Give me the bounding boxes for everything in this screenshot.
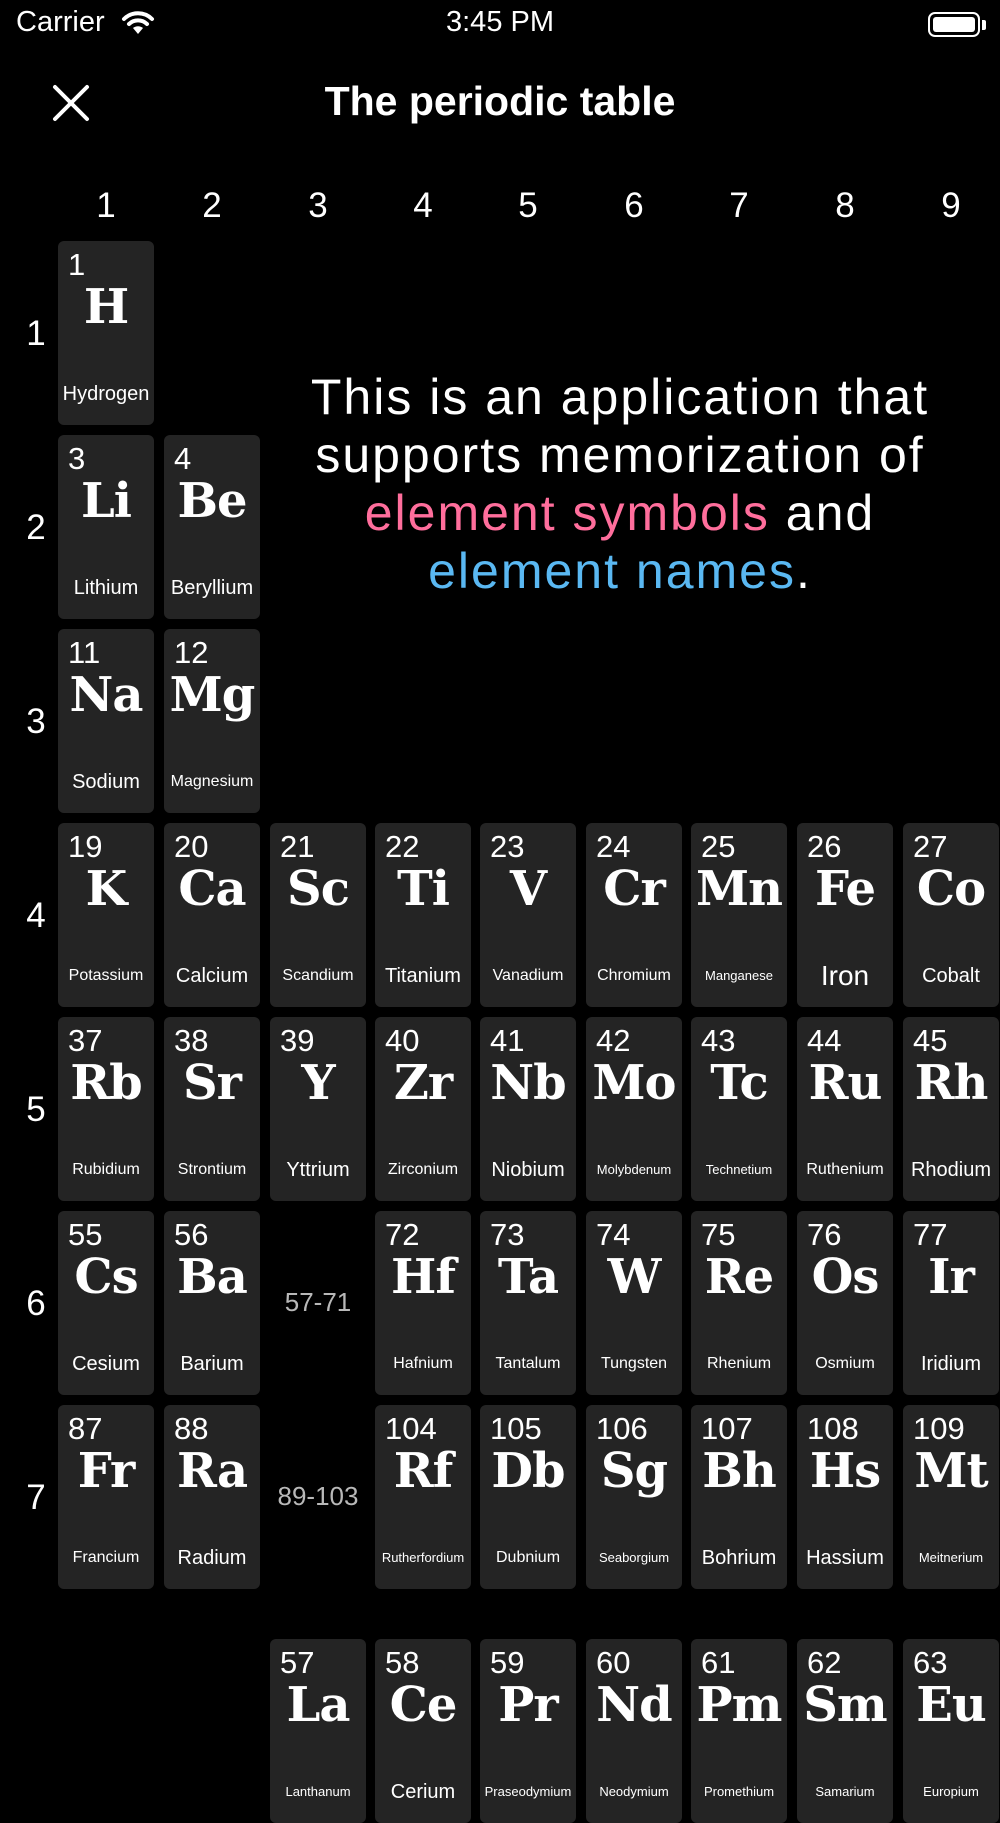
element-symbol: Co <box>916 861 986 917</box>
element-name: Tantalum <box>495 1355 561 1372</box>
atomic-number: 27 <box>913 829 948 864</box>
element-name: Radium <box>177 1547 247 1569</box>
element-symbol: Mn <box>695 861 783 917</box>
group-header-2: 2 <box>202 186 222 225</box>
element-cell[interactable] <box>270 1639 366 1823</box>
atomic-number: 45 <box>913 1023 948 1058</box>
atomic-number: 60 <box>596 1645 631 1680</box>
period-header-1: 1 <box>26 314 46 353</box>
element-symbol: Hf <box>391 1249 455 1305</box>
element-name: Technetium <box>705 1162 773 1177</box>
element-name: Cesium <box>72 1353 140 1375</box>
element-cell[interactable] <box>164 823 260 1007</box>
element-symbol: Pr <box>498 1677 558 1733</box>
element-cell[interactable] <box>797 1017 893 1201</box>
lanthanide-range: 57-71 <box>284 1287 352 1317</box>
battery-tip <box>982 20 986 30</box>
element-symbol: Na <box>69 667 143 723</box>
element-cell[interactable] <box>903 1405 999 1589</box>
element-symbol: Re <box>704 1249 774 1305</box>
atomic-number: 19 <box>68 829 103 864</box>
element-cell[interactable] <box>58 1017 154 1201</box>
element-cell[interactable] <box>164 435 260 619</box>
atomic-number: 11 <box>68 635 101 670</box>
atomic-number: 61 <box>701 1645 736 1680</box>
period-header-3: 3 <box>26 702 46 741</box>
atomic-number: 25 <box>701 829 736 864</box>
element-name: Niobium <box>491 1159 565 1181</box>
element-name: Iridium <box>920 1353 981 1375</box>
group-header-9: 9 <box>941 186 961 225</box>
element-cell[interactable] <box>586 1405 682 1589</box>
element-cell[interactable] <box>480 823 576 1007</box>
period-header-6: 6 <box>26 1284 46 1323</box>
element-cell[interactable] <box>58 435 154 619</box>
atomic-number: 73 <box>490 1217 525 1252</box>
carrier-label: Carrier <box>16 6 105 38</box>
status-time: 3:45 PM <box>446 6 554 38</box>
element-cell[interactable] <box>691 1405 787 1589</box>
element-cell[interactable] <box>375 1017 471 1201</box>
element-cell[interactable] <box>480 1211 576 1395</box>
element-name: Rhodium <box>910 1159 992 1181</box>
atomic-number: 109 <box>913 1411 965 1446</box>
element-name: Cerium <box>390 1781 456 1803</box>
atomic-number: 57 <box>280 1645 315 1680</box>
element-name: Rutherfordium <box>381 1550 465 1565</box>
atomic-number: 44 <box>807 1023 842 1058</box>
atomic-number: 56 <box>174 1217 209 1252</box>
element-symbol: Mt <box>914 1443 988 1499</box>
element-symbol: Sc <box>287 861 349 917</box>
actinide-range: 89-103 <box>277 1481 359 1511</box>
atomic-number: 1 <box>68 247 86 282</box>
element-cell[interactable] <box>58 629 154 813</box>
element-symbol: Mo <box>592 1055 676 1111</box>
element-cell[interactable] <box>58 823 154 1007</box>
element-name: Meitnerium <box>918 1550 984 1565</box>
atomic-number: 20 <box>174 829 209 864</box>
element-symbol: Sg <box>600 1443 668 1499</box>
page-title: The periodic table <box>324 78 676 124</box>
element-name: Ruthenium <box>806 1161 884 1178</box>
element-name: Zirconium <box>387 1161 459 1178</box>
period-header-4: 4 <box>26 896 46 935</box>
element-name: Magnesium <box>170 773 254 790</box>
atomic-number: 108 <box>807 1411 859 1446</box>
element-symbol: Fe <box>815 861 875 917</box>
element-name: Manganese <box>705 968 773 983</box>
element-name: Hydrogen <box>62 383 150 405</box>
element-symbol: Li <box>81 473 131 529</box>
element-cell[interactable] <box>164 629 260 813</box>
element-name: Barium <box>180 1353 244 1375</box>
element-symbol: Ca <box>178 861 246 917</box>
element-name: Sodium <box>72 771 140 793</box>
element-cell[interactable] <box>375 1211 471 1395</box>
element-name: Francium <box>72 1549 140 1566</box>
atomic-number: 62 <box>807 1645 842 1680</box>
battery-icon <box>928 12 980 37</box>
element-symbol: Rh <box>914 1055 988 1111</box>
element-symbol: Fr <box>77 1443 135 1499</box>
element-cell[interactable] <box>586 823 682 1007</box>
element-cell[interactable] <box>480 1405 576 1589</box>
intro-line-4 <box>270 542 970 600</box>
atomic-number: 21 <box>280 829 315 864</box>
element-name: Iron <box>820 960 870 991</box>
element-name: Rubidium <box>72 1161 140 1178</box>
element-symbol: Db <box>491 1443 565 1499</box>
element-name: Tungsten <box>600 1355 668 1372</box>
element-cell[interactable] <box>586 1639 682 1823</box>
element-symbol: Nb <box>490 1055 566 1111</box>
element-name: Titanium <box>385 965 461 987</box>
element-name: Samarium <box>815 1784 875 1799</box>
intro-line-3 <box>270 484 970 542</box>
atomic-number: 39 <box>280 1023 315 1058</box>
atomic-number: 75 <box>701 1217 736 1252</box>
atomic-number: 4 <box>174 441 192 476</box>
element-symbol: Tc <box>710 1055 768 1111</box>
period-header-5: 5 <box>26 1090 46 1129</box>
element-symbol: H <box>83 279 129 335</box>
intro-text <box>270 368 970 600</box>
element-symbol: Ta <box>497 1249 559 1305</box>
element-cell[interactable] <box>164 1017 260 1201</box>
period-header-2: 2 <box>26 508 46 547</box>
element-cell[interactable] <box>480 1639 576 1823</box>
element-name: Seaborgium <box>598 1550 670 1565</box>
element-name: Molybdenum <box>596 1162 672 1177</box>
group-header-7: 7 <box>729 186 749 225</box>
element-symbol: Nd <box>596 1677 672 1733</box>
intro-and: and <box>769 485 876 541</box>
element-cell[interactable] <box>797 1405 893 1589</box>
atomic-number: 42 <box>596 1023 631 1058</box>
element-name: Yttrium <box>286 1159 350 1181</box>
element-symbol: Mg <box>169 667 255 723</box>
element-name: Scandium <box>282 967 354 984</box>
element-cell[interactable] <box>375 823 471 1007</box>
period-header-7: 7 <box>26 1478 46 1517</box>
element-name: Calcium <box>175 965 249 987</box>
element-name: Osmium <box>815 1355 875 1372</box>
element-symbol: Ce <box>389 1677 457 1733</box>
element-cell[interactable] <box>903 1639 999 1823</box>
element-cell[interactable] <box>797 823 893 1007</box>
atomic-number: 24 <box>596 829 631 864</box>
atomic-number: 38 <box>174 1023 209 1058</box>
atomic-number: 104 <box>385 1411 437 1446</box>
element-symbol: V <box>509 861 547 917</box>
atomic-number: 74 <box>596 1217 631 1252</box>
element-symbol: Bh <box>702 1443 776 1499</box>
element-name: Neodymium <box>599 1784 669 1799</box>
element-name: Beryllium <box>170 577 254 599</box>
element-cell[interactable] <box>375 1405 471 1589</box>
atomic-number: 58 <box>385 1645 420 1680</box>
group-header-6: 6 <box>624 186 644 225</box>
element-name: Bohrium <box>701 1547 777 1569</box>
atomic-number: 77 <box>913 1217 948 1252</box>
element-name: Rhenium <box>706 1355 772 1372</box>
element-name: Hassium <box>806 1547 884 1569</box>
element-name: Dubnium <box>495 1549 561 1566</box>
element-symbol: Eu <box>916 1677 986 1733</box>
atomic-number: 59 <box>490 1645 525 1680</box>
group-header-1: 1 <box>96 186 116 225</box>
status-bar <box>0 0 1000 50</box>
atomic-number: 43 <box>701 1023 736 1058</box>
element-symbol: Be <box>177 473 247 529</box>
atomic-number: 37 <box>68 1023 103 1058</box>
intro-period: . <box>795 543 812 599</box>
element-cell[interactable] <box>270 1017 366 1201</box>
intro-symbols-phrase: element symbols <box>364 485 770 541</box>
element-symbol: Ra <box>176 1443 248 1499</box>
element-symbol: Rb <box>70 1055 142 1111</box>
element-cell[interactable] <box>58 1405 154 1589</box>
element-symbol: Hs <box>809 1443 881 1499</box>
element-symbol: Rf <box>393 1443 453 1499</box>
element-symbol: Pm <box>696 1677 782 1733</box>
intro-line-2: supports memorization of <box>315 427 925 483</box>
atomic-number: 87 <box>68 1411 103 1446</box>
element-cell[interactable] <box>375 1639 471 1823</box>
element-name: Promethium <box>703 1784 775 1799</box>
atomic-number: 26 <box>807 829 842 864</box>
element-cell[interactable] <box>903 1211 999 1395</box>
element-cell[interactable] <box>797 1639 893 1823</box>
element-cell[interactable] <box>586 1017 682 1201</box>
element-cell[interactable] <box>691 823 787 1007</box>
element-symbol: Ti <box>397 861 449 917</box>
group-header-5: 5 <box>518 186 538 225</box>
element-symbol: K <box>85 861 127 917</box>
group-header-3: 3 <box>308 186 328 225</box>
atomic-number: 105 <box>490 1411 542 1446</box>
atomic-number: 107 <box>701 1411 753 1446</box>
element-name: Cobalt <box>922 965 980 987</box>
element-name: Praseodymium <box>484 1784 572 1799</box>
element-cell[interactable] <box>691 1017 787 1201</box>
element-cell[interactable] <box>58 1211 154 1395</box>
element-name: Europium <box>923 1784 979 1799</box>
element-cell[interactable] <box>480 1017 576 1201</box>
atomic-number: 76 <box>807 1217 842 1252</box>
element-cell[interactable] <box>903 823 999 1007</box>
element-cell[interactable] <box>797 1211 893 1395</box>
atomic-number: 3 <box>68 441 86 476</box>
element-name: Vanadium <box>492 967 564 984</box>
atomic-number: 72 <box>385 1217 420 1252</box>
element-cell[interactable] <box>270 823 366 1007</box>
element-symbol: Sr <box>183 1055 241 1111</box>
element-cell[interactable] <box>903 1017 999 1201</box>
element-name: Chromium <box>597 967 671 984</box>
atomic-number: 106 <box>596 1411 648 1446</box>
element-name: Lithium <box>73 577 139 599</box>
atomic-number: 23 <box>490 829 525 864</box>
atomic-number: 88 <box>174 1411 209 1446</box>
element-symbol: Zr <box>393 1055 453 1111</box>
element-cell[interactable] <box>586 1211 682 1395</box>
element-symbol: Sm <box>803 1677 887 1733</box>
intro-line-1: This is an application that <box>310 369 930 425</box>
element-name: Lanthanum <box>285 1784 351 1799</box>
element-symbol: Ru <box>808 1055 882 1111</box>
element-cell[interactable] <box>691 1639 787 1823</box>
atomic-number: 12 <box>174 635 209 670</box>
atomic-number: 41 <box>490 1023 525 1058</box>
element-symbol: Y <box>301 1055 335 1111</box>
element-name: Hafnium <box>393 1355 453 1372</box>
atomic-number: 40 <box>385 1023 420 1058</box>
element-cell[interactable] <box>58 241 154 425</box>
element-symbol: La <box>286 1677 350 1733</box>
atomic-number: 63 <box>913 1645 948 1680</box>
element-symbol: Os <box>811 1249 879 1305</box>
element-cell[interactable] <box>691 1211 787 1395</box>
group-header-8: 8 <box>835 186 855 225</box>
element-symbol: Cr <box>603 861 665 917</box>
atomic-number: 22 <box>385 829 420 864</box>
atomic-number: 55 <box>68 1217 103 1252</box>
element-symbol: Ir <box>928 1249 974 1305</box>
element-name: Potassium <box>68 967 144 984</box>
intro-names-phrase: element names <box>428 543 796 599</box>
element-name: Strontium <box>177 1161 247 1178</box>
element-symbol: Cs <box>74 1249 138 1305</box>
group-header-4: 4 <box>413 186 433 225</box>
element-cell[interactable] <box>164 1211 260 1395</box>
element-cell[interactable] <box>164 1405 260 1589</box>
element-symbol: Ba <box>177 1249 247 1305</box>
element-symbol: W <box>607 1249 661 1305</box>
